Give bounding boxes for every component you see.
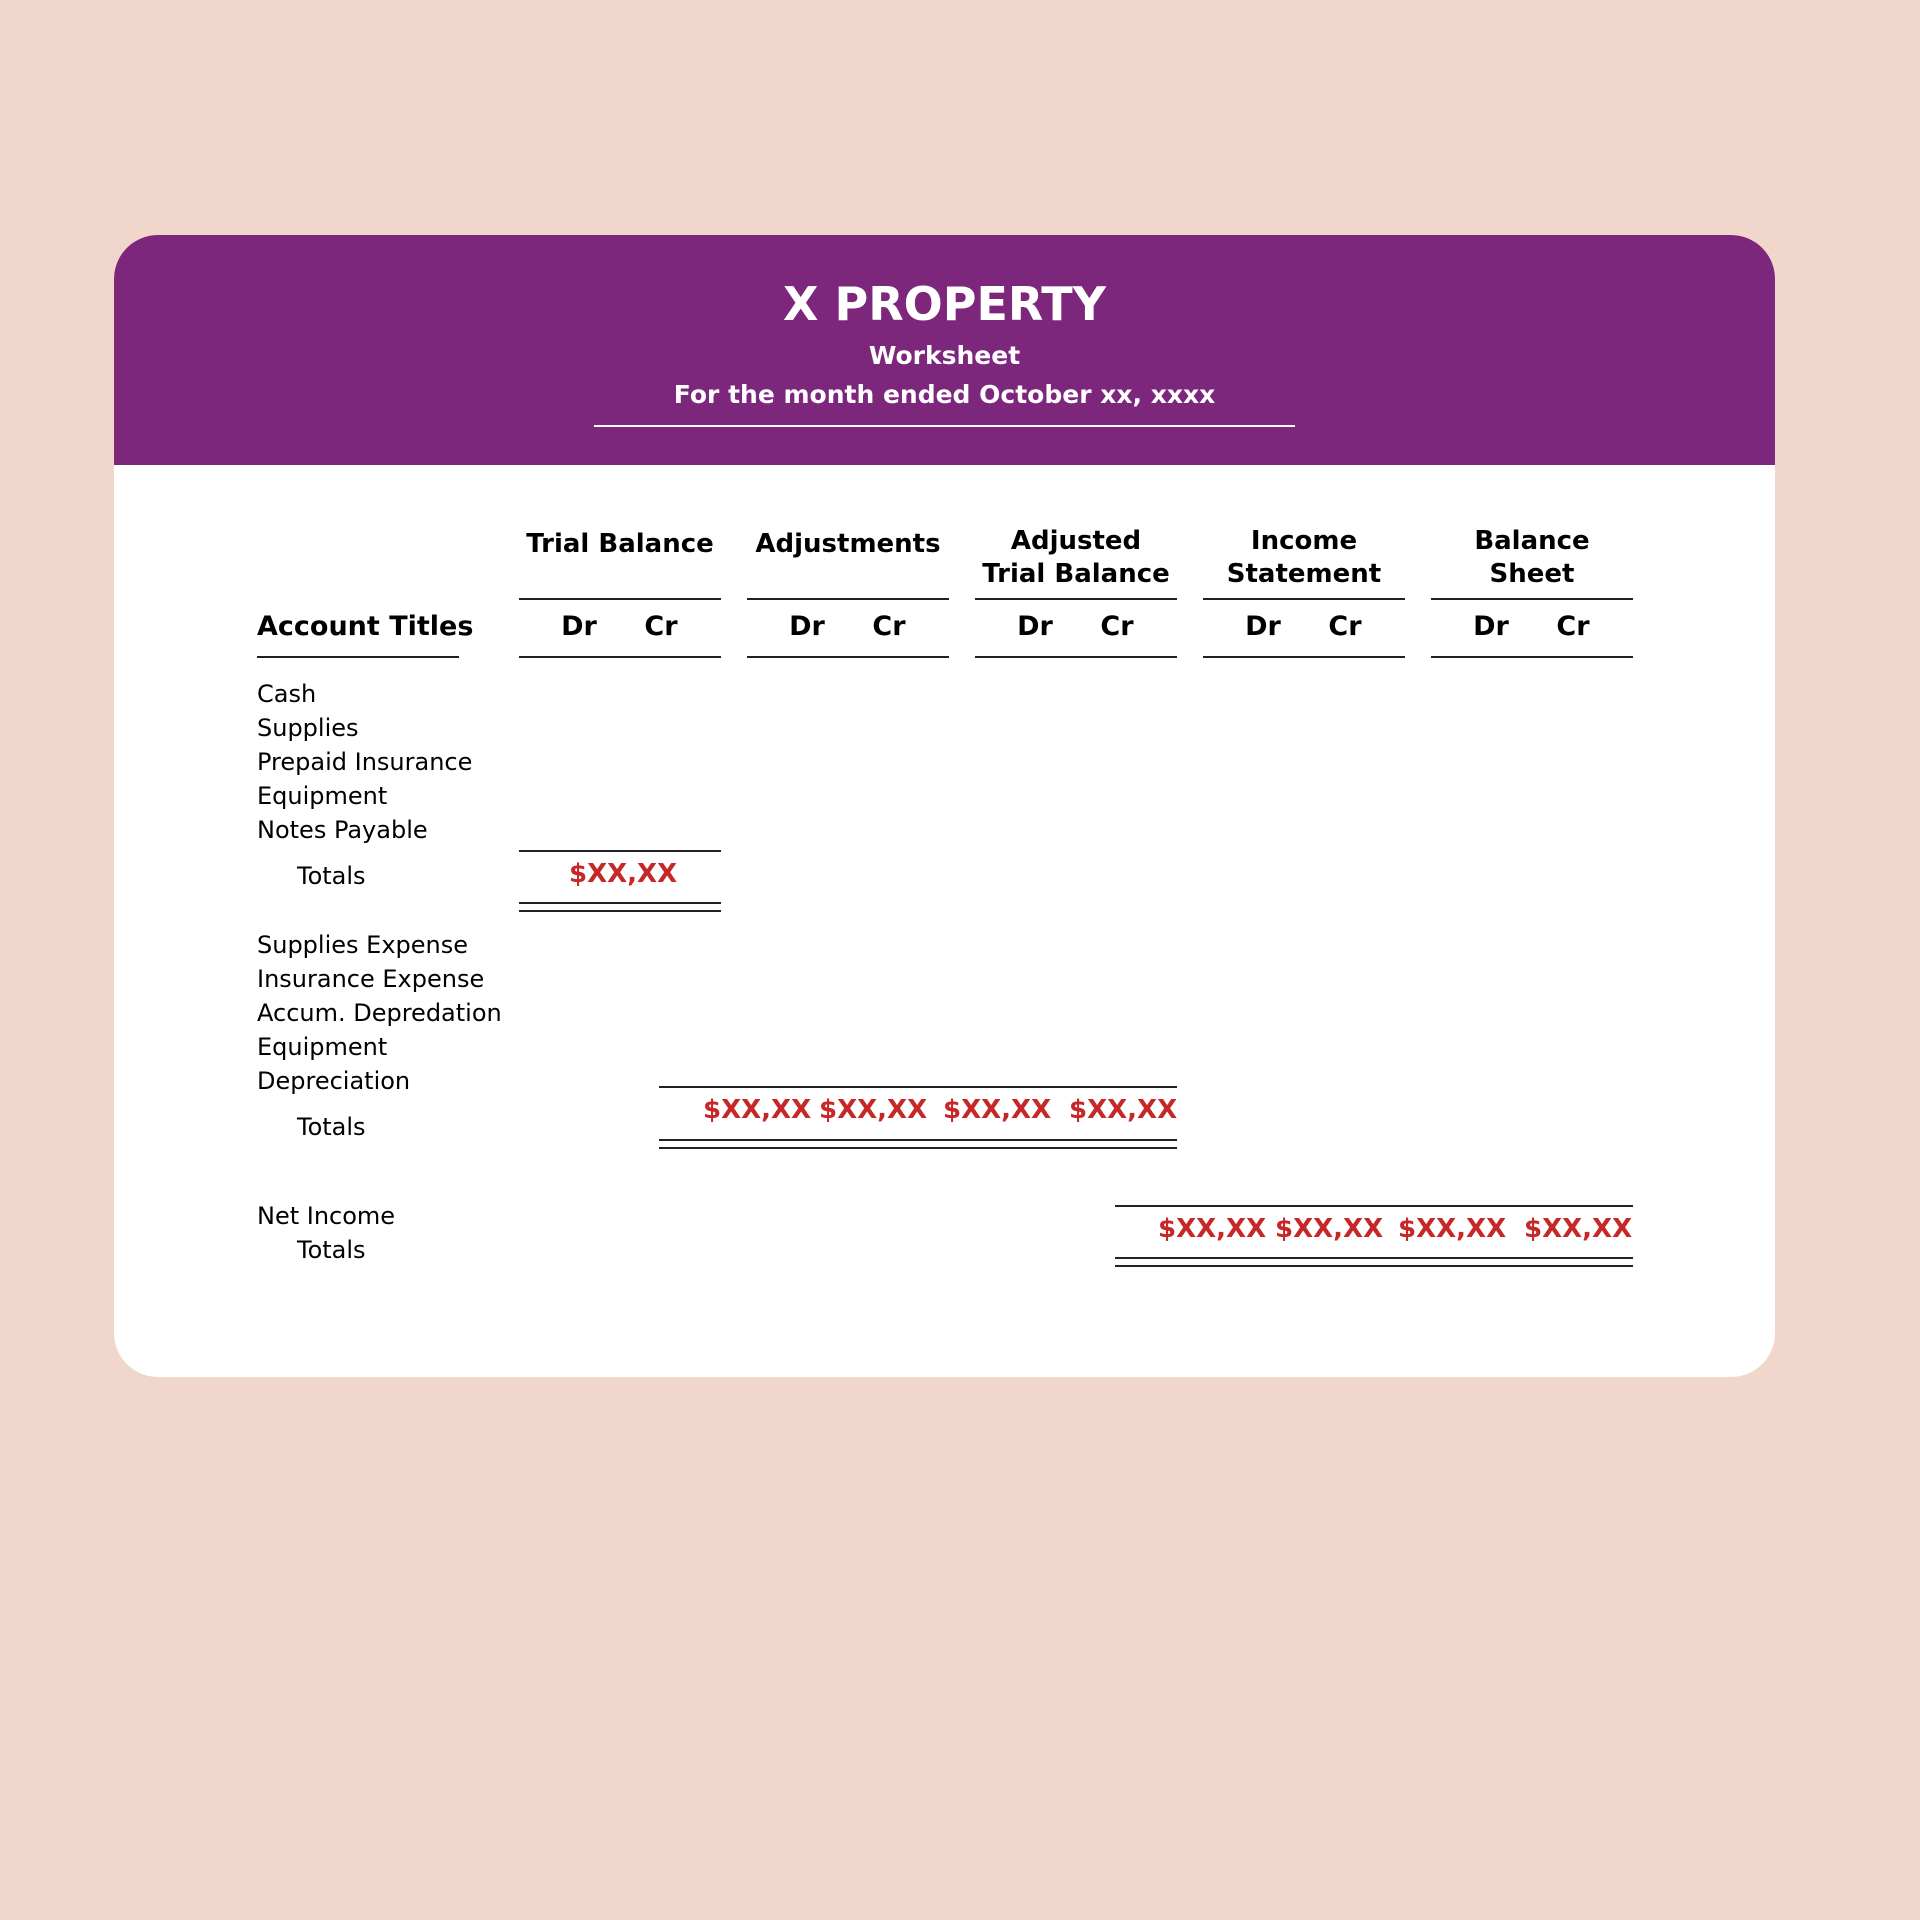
section3-accounts (257, 1199, 395, 1233)
section2-amount: $XX,XX (1069, 1095, 1178, 1125)
document-subtitle: Worksheet (868, 341, 1021, 370)
list-item: Supplies (257, 714, 359, 742)
section3-amount: $XX,XX (1398, 1214, 1507, 1244)
group-rule (975, 598, 1177, 600)
section3-amount: $XX,XX (1524, 1214, 1633, 1244)
drcr-rule (519, 656, 721, 658)
dr-label: Dr (1017, 611, 1053, 642)
group-income-statement: Income Statement (1226, 526, 1382, 589)
drcr-rule (1203, 656, 1405, 658)
section2-total-rule (659, 1086, 1177, 1088)
drcr-rule (747, 656, 949, 658)
section2-totals-label: Totals (297, 1113, 366, 1141)
cr-label: Cr (872, 611, 906, 642)
list-item: Notes Payable (257, 816, 428, 844)
list-item: Equipment (257, 782, 388, 810)
section3-double-rule (1115, 1257, 1633, 1267)
account-titles-header: Account Titles (257, 611, 474, 642)
list-item: Cash (257, 680, 317, 708)
group-balance-sheet: Balance Sheet (1474, 526, 1590, 589)
period-label: For the month ended October xx, xxxx (673, 380, 1216, 409)
section2-amount: $XX,XX (819, 1095, 928, 1125)
section2-accounts (257, 928, 502, 1098)
worksheet-card (114, 235, 1775, 1377)
dr-label: Dr (1245, 611, 1281, 642)
cr-label: Cr (1556, 611, 1590, 642)
section3-total-rule (1115, 1205, 1633, 1207)
section3-totals-label: Totals (297, 1236, 366, 1264)
section3-amount: $XX,XX (1275, 1214, 1384, 1244)
group-trial-balance: Trial Balance (526, 529, 714, 559)
group-rule (747, 598, 949, 600)
section1-totals-label: Totals (297, 862, 366, 890)
section2-amount: $XX,XX (943, 1095, 1052, 1125)
drcr-rule (975, 656, 1177, 658)
group-rule (1203, 598, 1405, 600)
group-adjustments: Adjustments (755, 529, 941, 559)
worksheet-header (114, 235, 1775, 465)
drcr-rule (1431, 656, 1633, 658)
section1-accounts (257, 677, 472, 847)
dr-label: Dr (789, 611, 825, 642)
list-item: Prepaid Insurance (257, 748, 473, 776)
section1-total-rule (519, 850, 721, 852)
header-divider (594, 425, 1295, 427)
group-adjusted-trial-balance: Adjusted Trial Balance (982, 526, 1170, 589)
section2-amount: $XX,XX (703, 1095, 812, 1125)
list-item: Equipment (257, 1033, 388, 1061)
section2-double-rule (659, 1139, 1177, 1149)
list-item: Depreciation (257, 1067, 411, 1095)
section3-amount: $XX,XX (1158, 1214, 1267, 1244)
group-rule (1431, 598, 1633, 600)
cr-label: Cr (1100, 611, 1134, 642)
list-item: Supplies Expense (257, 931, 468, 959)
cr-label: Cr (1328, 611, 1362, 642)
group-rule (519, 598, 721, 600)
section1-total-amount: $XX,XX (569, 859, 678, 889)
list-item: Net Income (257, 1202, 396, 1230)
section1-double-rule (519, 902, 721, 912)
dr-label: Dr (1473, 611, 1509, 642)
dr-label: Dr (561, 611, 597, 642)
list-item: Insurance Expense (257, 965, 485, 993)
company-title: X PROPERTY (783, 277, 1106, 331)
account-titles-rule (257, 656, 459, 658)
cr-label: Cr (644, 611, 678, 642)
list-item: Accum. Depredation (257, 999, 502, 1027)
